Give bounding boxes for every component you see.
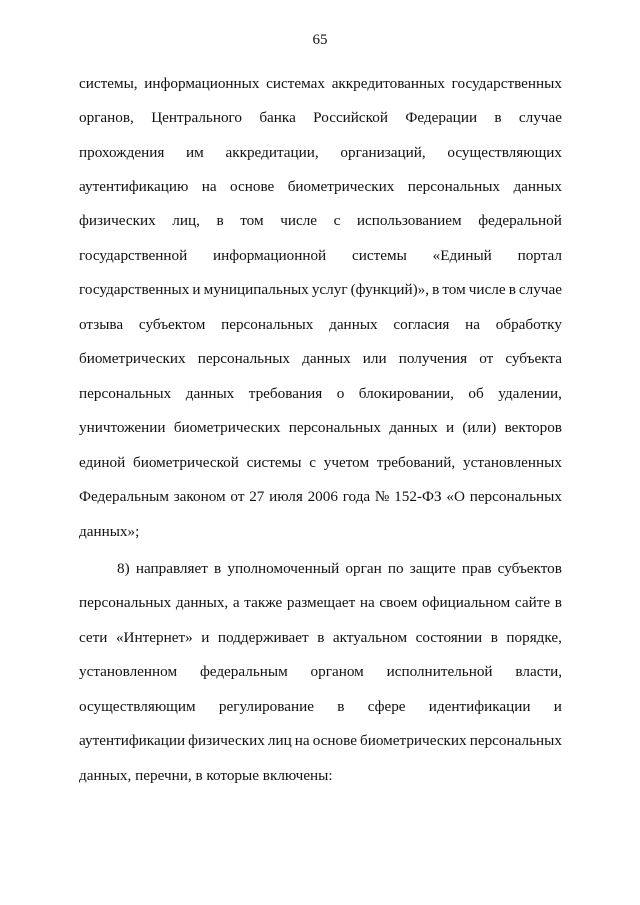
word: персональных [288,419,381,436]
word: состоянии [415,629,483,646]
word: данных, [79,767,136,784]
word: физических [79,212,156,229]
word: осуществляющим [79,698,196,715]
word: в [432,281,440,298]
word: системы [246,454,302,471]
word: случае [518,109,562,126]
text-line [79,662,562,682]
word: «Интернет» [115,629,193,646]
word: в [216,212,224,229]
word: персональных [469,732,562,749]
word: (или) [462,419,497,436]
word: своем [379,594,418,611]
word: в [214,560,222,577]
word: идентификации [428,698,531,715]
word: информационной [213,247,327,264]
word: на [359,594,375,611]
word: государственных [79,281,190,298]
word: осуществляющих [447,144,562,161]
word: согласия [393,316,450,333]
word: июля [269,488,303,505]
word: удалении, [498,385,562,402]
word: получения [398,350,468,367]
word: субъекта [505,350,562,367]
word: сфере [367,698,406,715]
text-line [79,766,562,786]
word: размещает [286,594,356,611]
word: услуг [311,281,348,298]
word: (функций)», [350,281,430,298]
word: персональных [221,316,314,333]
word: защите [409,560,456,577]
word: 2006 [307,488,338,505]
word: которые [206,767,263,784]
word: системы [351,247,407,264]
word: установленном [79,663,178,680]
word: исполнительной [386,663,493,680]
word: биометрических [79,350,186,367]
word: основе [230,178,275,195]
word: биометрических [360,732,467,749]
word: и [192,281,201,298]
word: требований, [376,454,456,471]
word: числе [280,212,318,229]
word: года [342,488,371,505]
text-line [79,177,562,197]
word: данных [513,178,562,195]
word: и [553,698,562,715]
word: биометрической [133,454,239,471]
word: перечни, [135,767,196,784]
word: векторов [504,419,562,436]
word: орган [345,560,382,577]
word: федеральной [478,212,562,229]
word: в [494,109,502,126]
word: государственных [451,75,562,92]
word: сети [79,629,108,646]
word: уничтожении [79,419,166,436]
word: «Единый [432,247,492,264]
word: в [317,629,325,646]
word: аккредитованных [331,75,445,92]
text-line [79,384,562,404]
word: прав [461,560,492,577]
word: биометрических [287,178,395,195]
word: муниципальных [203,281,309,298]
text-line [79,453,562,473]
word: субъектов [497,560,562,577]
text-line [79,418,562,438]
word: на [201,178,217,195]
word: органом [310,663,364,680]
word: персональных [469,488,562,505]
word: органов, [79,109,134,126]
word: аутентификацию [79,178,189,195]
word: уполномоченный [227,560,340,577]
word: на [294,732,310,749]
text-line [79,628,562,648]
word: персональных [79,594,172,611]
text-line [79,593,562,613]
word: физических [188,732,265,749]
word: и [201,629,210,646]
word: субъектом [138,316,206,333]
word: установленных [463,454,562,471]
word: о [336,385,345,402]
word: поддерживает [217,629,309,646]
word: требования [248,385,323,402]
word: включены: [262,767,333,784]
text-line [79,211,562,231]
word: регулирование [218,698,314,715]
page-number: 65 [312,32,328,48]
word: законом [173,488,226,505]
word: данных [185,385,235,402]
word: аутентификации [79,732,186,749]
word: с [333,212,341,229]
text-line [79,349,562,369]
word: сайте [514,594,551,611]
word: государственной [79,247,188,264]
word: использованием [356,212,462,229]
word: банка [259,109,296,126]
word: официальном [422,594,511,611]
word: биометрических [173,419,281,436]
text-line [79,74,562,94]
word: персональных [407,178,501,195]
word: Федерации [405,109,478,126]
word: Российской [313,109,389,126]
word: с [309,454,316,471]
word: Центрального [151,109,242,126]
word: в [337,698,345,715]
text-line [79,487,562,507]
word: том [240,212,264,229]
word: данных, [175,594,229,611]
word: блокировании, [358,385,454,402]
word: лиц, [172,212,200,229]
text-line [79,697,562,717]
word: системы, [79,75,138,92]
word: 152-ФЗ [394,488,442,505]
word: федеральным [199,663,288,680]
text-line [79,143,562,163]
word: на [465,316,480,333]
word: также [244,594,283,611]
word: данных [302,350,351,367]
text-line [79,108,562,128]
text-line [79,315,562,335]
word: данных»; [79,523,140,540]
word: актуальном [332,629,408,646]
word: персональных [79,385,172,402]
word: в [508,281,516,298]
word: «О [446,488,465,505]
word: в [490,629,498,646]
text-line [117,559,562,579]
word: им [186,144,204,161]
word: 27 [249,488,265,505]
word: данных [389,419,438,436]
text-line [79,280,562,300]
word: или [362,350,387,367]
word: от [230,488,245,505]
word: отзыва [79,316,124,333]
word: 8) [117,560,130,577]
word: об [468,385,484,402]
word: случае [518,281,562,298]
word: и [445,419,455,436]
word: прохождения [79,144,165,161]
word: № [374,488,390,505]
word: от [479,350,494,367]
word: данных [329,316,378,333]
text-line [79,731,562,751]
word: аккредитации, [225,144,319,161]
word: портал [517,247,562,264]
word: в [195,767,207,784]
word: в [554,594,562,611]
word: учетом [323,454,370,471]
word: единой [79,454,126,471]
word: направляет [135,560,208,577]
word: информационных [144,75,260,92]
word: по [387,560,404,577]
word: обработку [495,316,562,333]
word: основе [312,732,357,749]
word: Федеральным [79,488,169,505]
word: организаций, [340,144,426,161]
text-line [79,246,562,266]
word: лиц [267,732,292,749]
word: числе [468,281,506,298]
word: порядке, [506,629,562,646]
word: персональных [197,350,291,367]
text-line [79,522,562,542]
word: том [442,281,466,298]
word: а [232,594,240,611]
word: системах [266,75,326,92]
word: власти, [515,663,562,680]
